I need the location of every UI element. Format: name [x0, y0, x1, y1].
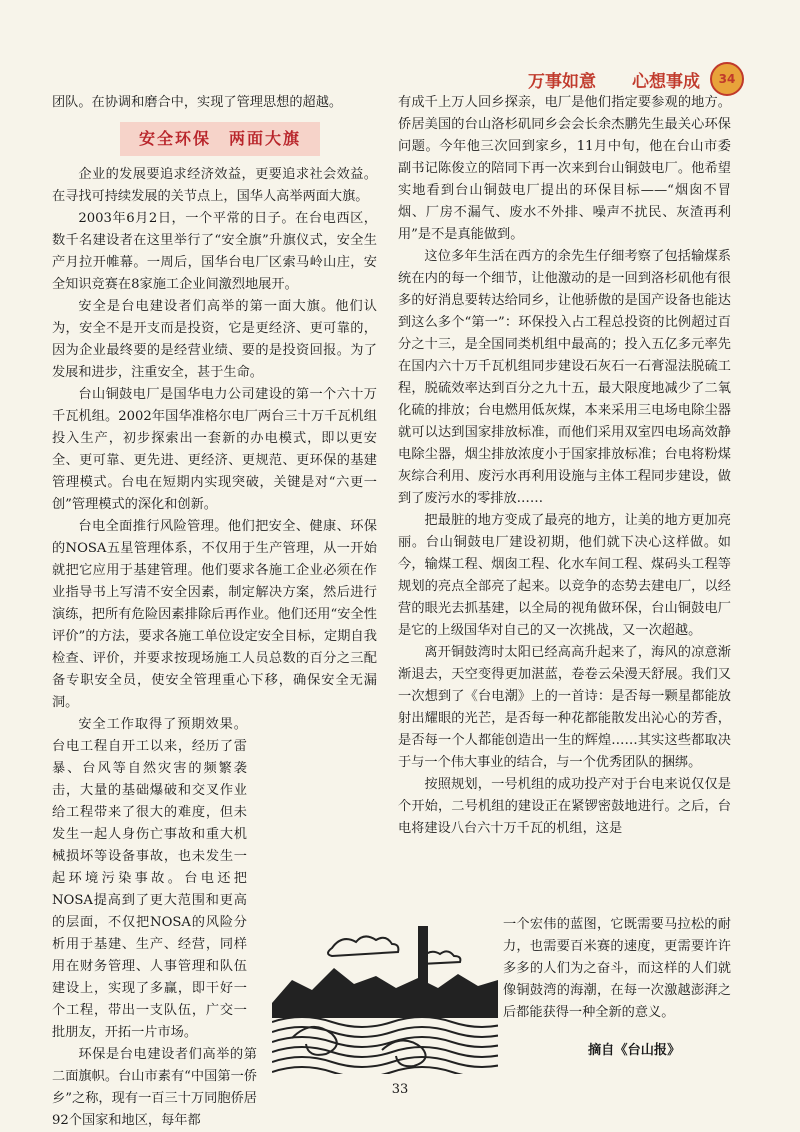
paragraph: 企业的发展要追求经济效益，更要追求社会效益。在寻找可持续发展的关节点上，国华人高举两面大旗。	[52, 167, 377, 204]
paragraph: 安全工作取得了预期效果。台电工程自开工以来，经历了雷暴、台风等自然灾害的频繁袭击，大量的基础爆破和交叉作业给工程带来了很大的难度，但未发生一起人身伤亡事故和重大机械损坏等设备事故，也未发生一起环境污染事故。台电还把NOSA提高到了更大范围和更高的层面，不仅把NOSA的风险分析用于基建、生产、经营，同样用在财务管理、人事管理和队伍建设上，实现了多赢，即干好一个工程，带出一支队伍，广交一批朋友，开拓一片市场。	[52, 717, 247, 1040]
paragraph: 环保是台电建设者们高举的第二面旗帜。台山市素有“中国第一侨乡”之称，现有一百三十万同胞侨居92个国家和地区，每年都	[52, 1047, 257, 1128]
section-heading: 安全环保 两面大旗	[120, 122, 320, 156]
paragraph: 一个宏伟的蓝图，它既需要马拉松的耐力，也需要百米赛的速度，更需要许许多多的人们为之奋斗，而这样的人们就像铜鼓湾的海潮，在每一次激越澎湃之后都能获得一种全新的意义。	[503, 917, 731, 1020]
header-phrase-2: 心想事成	[632, 71, 700, 92]
paragraph: 台山铜鼓电厂是国华电力公司建设的第一个六十万千瓦机组。2002年国华准格尔电厂两台三十万千瓦机组投入生产，初步探索出一套新的办电模式，即以更安全、更可靠、更先进、更经济、更规范、更环保的基建管理模式。台电在短期内实现突破，关键是对“六更一创”管理模式的深化和创新。	[52, 387, 377, 512]
source-credit: 摘自《台山报》	[588, 1043, 681, 1058]
header-badge-icon	[710, 62, 744, 96]
seascape-illustration-icon	[272, 918, 498, 1074]
header-phrase-1: 万事如意	[528, 71, 596, 92]
paragraph: 这位多年生活在西方的余先生仔细考察了包括输煤系统在内的每一个细节，让他激动的是一回到洛杉矶他有很多的好消息要转达给同乡，让他骄傲的是国产设备也能达到这么多个“第一”：环保投入占工程总投资的比例超过百分之十三，是全国同类机组中最高的；投入五亿多元率先在国内六十万千瓦机组同步建设石灰石一石膏湿法脱硫工程，脱硫效率达到百分之九十五，最大限度地减少了二氧化硫的排放；台电燃用低灰煤，本来采用三电场电除尘器就可以达到国家排放标准，而他们采用双室四电场高效静电除尘器，烟尘排放浓度小于国家排放标准；台电将粉煤灰综合利用、废污水再利用设施与主体工程同步建设，做到了废污水的零排放……	[398, 249, 731, 506]
paragraph: 台电全面推行风险管理。他们把安全、健康、环保的NOSA五星管理体系，不仅用于生产管理，从一开始就把它应用于基建管理。他们要求各施工企业必须在作业指导书上写清不安全因素，制定解决方案，然后进行演练，把所有危险因素排除后再作业。他们还用“安全性评价”的方法，要求各施工单位设定安全目标，定期自我检查、评价，并要求按现场施工人员总数的百分之三配备专职安全员，使安全管理重心下移，确保安全无漏洞。	[52, 519, 377, 710]
page-header	[528, 62, 744, 96]
paragraph: 安全是台电建设者们高举的第一面大旗。他们认为，安全不是开支而是投资，它是更经济、更可靠的，因为企业最终要的是经营业绩、要的是投资回报。为了发展和进步，注重安全，甚于生命。	[52, 299, 377, 380]
paragraph: 按照规划，一号机组的成功投产对于台电来说仅仅是个开始，二号机组的建设正在紧锣密鼓地进行。之后，台电将建设八台六十万千瓦的机组，这是	[398, 777, 731, 836]
paragraph: 2003年6月2日，一个平常的日子。在台电西区，数千名建设者在这里举行了“安全旗”升旗仪式，安全生产月拉开帷幕。一周后，国华台电厂区索马岭山庄，安全知识竞赛在8家施工企业间激烈地展开。	[52, 211, 377, 292]
page-number: 33	[391, 1082, 409, 1097]
right-wrap-text	[503, 914, 731, 1024]
paragraph: 把最脏的地方变成了最亮的地方，让美的地方更加亮丽。台山铜鼓电厂建设初期，他们就下决心这样做。如今，输煤工程、烟囱工程、化水车间工程、煤码头工程等规划的亮点全部亮了起来。以竞争的态势去建电厂，以经营的眼光去抓基建，以全局的视角做环保，台山铜鼓电厂是它的上级国华对自己的又一次挑战，又一次超越。	[398, 513, 731, 638]
paragraph: 有成千上万人回乡探亲，电厂是他们指定要参观的地方。侨居美国的台山洛杉矶同乡会会长余杰鹏先生最关心环保问题。今年他三次回到家乡，11月中旬，他在台山市委副书记陈俊立的陪同下再一次来到台山铜鼓电厂。他希望实地看到台山铜鼓电厂提出的环保目标——“烟囱不冒烟、厂房不漏气、废水不外排、噪声不扰民、灰渣再利用”是不是真能做到。	[398, 95, 731, 242]
right-column	[398, 92, 731, 840]
paragraph: 离开铜鼓湾时太阳已经高高升起来了，海风的凉意渐渐退去，天空变得更加湛蓝，卷卷云朵漫天舒展。我们又一次想到了《台电潮》上的一首诗：是否每一颗星都能放射出耀眼的光芒，是否每一种花都能散发出沁心的芳香，是否每一个人都能创造出一生的辉煌……其实这些都取决于与一个伟大事业的结合，与一个优秀团队的捆绑。	[398, 645, 731, 770]
header-badge-text: 34	[718, 72, 736, 86]
paragraph: 团队。在协调和磨合中，实现了管理思想的超越。	[52, 95, 343, 110]
